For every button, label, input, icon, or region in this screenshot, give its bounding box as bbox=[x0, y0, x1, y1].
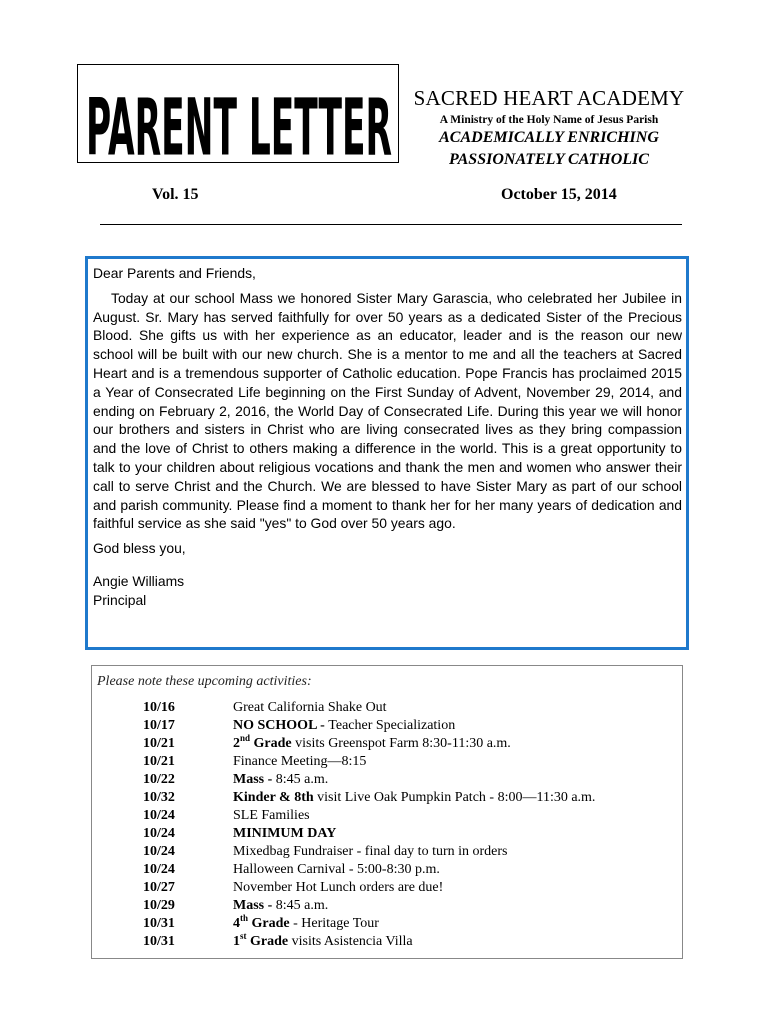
activity-description bbox=[233, 825, 336, 843]
activity-text: Mixedbag Fundraiser - final day to turn in orders bbox=[233, 844, 508, 859]
activity-date: 10/21 bbox=[143, 754, 175, 769]
activity-text: visits Asistencia Villa bbox=[288, 934, 413, 949]
activity-row bbox=[97, 933, 682, 951]
motto-line-1: ACADEMICALLY ENRICHING bbox=[439, 129, 659, 146]
activity-date: 10/21 bbox=[143, 736, 175, 751]
activity-sup: nd bbox=[240, 733, 251, 743]
activity-bold: 4 bbox=[233, 916, 240, 931]
ministry-line: A Ministry of the Holy Name of Jesus Parish bbox=[439, 114, 659, 126]
activity-date: 10/24 bbox=[143, 826, 175, 841]
activity-row bbox=[97, 699, 682, 717]
activity-row bbox=[97, 717, 682, 735]
principal-letter bbox=[85, 256, 689, 650]
activity-bold: Mass - bbox=[233, 772, 276, 787]
activity-bold2: Grade bbox=[250, 736, 292, 751]
letter-closing: God bless you, bbox=[93, 540, 186, 557]
activity-description bbox=[233, 807, 310, 825]
activity-date: 10/24 bbox=[143, 808, 175, 823]
activity-date: 10/22 bbox=[143, 772, 175, 787]
activity-row bbox=[97, 861, 682, 879]
activity-text: 8:45 a.m. bbox=[275, 898, 329, 913]
letter-body: Today at our school Mass we honored Sister Mary Garascia, who celebrated her Jubilee in August. Sr. Mary has served faithfully for over 50 years as a dedicated Sister of the Precious Blood. She gifts us with her experience as an educator, leader and is the reason our new school will be built with our new church. She is a mentor to me and all the teachers at Sacred Heart and is a tremendous supporter of Catholic education. Pope Francis has proclaimed 2015 a Year of Consecrated Life beginning on the First Sunday of Advent, November 29, 2014, and ending on February 2, 2016, the World Day of Consecrated Life. During this year we will honor our brothers and sisters in Christ who are living consecrated lives as they bring compassion and the love of Christ to others making a difference in the world. This is a great opportunity to talk to your children about religious vocations and thank the men and women who answer their call to serve Christ and the Church. We are blessed to have Sister Mary as part of our school and parish community. Please find a moment to thank her for her many years of dedication and faithful service as she said "yes" to God over 50 years ago. bbox=[93, 289, 682, 532]
activity-row bbox=[97, 807, 682, 825]
letter-salutation: Dear Parents and Friends, bbox=[93, 265, 256, 281]
header-divider bbox=[100, 224, 682, 225]
activity-text: - Heritage Tour bbox=[289, 916, 379, 931]
activity-row bbox=[97, 735, 682, 753]
school-name: SACRED HEART ACADEMY bbox=[413, 86, 685, 110]
activity-text: Great California Shake Out bbox=[233, 700, 387, 715]
activity-bold: MINIMUM DAY bbox=[233, 826, 337, 841]
activity-bold: NO SCHOOL - bbox=[233, 718, 329, 733]
activity-sup: st bbox=[240, 931, 247, 941]
activity-date: 10/32 bbox=[143, 790, 175, 805]
activity-description bbox=[233, 879, 443, 897]
activity-text: SLE Families bbox=[233, 808, 310, 823]
parent-letter-logo bbox=[78, 65, 399, 163]
activity-description bbox=[233, 789, 595, 807]
activity-date: 10/29 bbox=[143, 898, 175, 913]
activity-date: 10/24 bbox=[143, 844, 175, 859]
activity-description bbox=[233, 699, 387, 717]
activity-sup: th bbox=[240, 913, 249, 923]
activity-bold: Kinder & 8th bbox=[233, 790, 314, 805]
activity-bold: Mass - bbox=[233, 898, 276, 913]
masthead-logo-box bbox=[77, 64, 399, 163]
activity-row bbox=[97, 789, 682, 807]
activity-bold2: Grade bbox=[246, 934, 289, 949]
signature-title: Principal bbox=[93, 591, 147, 608]
activity-text: Halloween Carnival - 5:00-8:30 p.m. bbox=[233, 862, 440, 877]
activity-date: 10/31 bbox=[143, 916, 175, 931]
upcoming-activities-box bbox=[91, 665, 683, 959]
activity-description bbox=[233, 717, 455, 735]
volume-number: Vol. 15 bbox=[152, 186, 199, 203]
activity-row bbox=[97, 753, 682, 771]
activity-text: visits Greenspot Farm 8:30-11:30 a.m. bbox=[291, 736, 511, 751]
activity-date: 10/17 bbox=[143, 718, 175, 733]
activity-description bbox=[233, 861, 440, 879]
activities-heading: Please note these upcoming activities: bbox=[97, 674, 312, 689]
activity-row bbox=[97, 897, 682, 915]
activity-description bbox=[233, 915, 379, 933]
activity-date: 10/27 bbox=[143, 880, 175, 895]
activity-text: Finance Meeting—8:15 bbox=[233, 754, 367, 769]
activity-row bbox=[97, 771, 682, 789]
logo-text: PARENT LETTER bbox=[86, 81, 393, 164]
motto-line-2: PASSIONATELY CATHOLIC bbox=[449, 151, 649, 168]
activity-date: 10/31 bbox=[143, 934, 175, 949]
activity-row bbox=[97, 825, 682, 843]
activity-description bbox=[233, 843, 508, 861]
activity-row bbox=[97, 843, 682, 861]
activity-row bbox=[97, 915, 682, 933]
activity-bold: 1 bbox=[233, 934, 240, 949]
activity-description bbox=[233, 933, 413, 951]
activity-description bbox=[233, 771, 328, 789]
activity-bold2: Grade bbox=[248, 916, 290, 931]
activity-row bbox=[97, 879, 682, 897]
activity-description bbox=[233, 753, 366, 771]
issue-date: October 15, 2014 bbox=[501, 186, 617, 203]
activity-date: 10/16 bbox=[143, 700, 175, 715]
activity-text: visit Live Oak Pumpkin Patch - 8:00—11:30 a.m. bbox=[313, 790, 596, 805]
activity-date: 10/24 bbox=[143, 862, 175, 877]
activity-text: Teacher Specialization bbox=[328, 718, 456, 733]
activities-list bbox=[97, 699, 682, 951]
activity-text: November Hot Lunch orders are due! bbox=[233, 880, 444, 895]
signature-name: Angie Williams bbox=[93, 572, 185, 589]
activity-text: 8:45 a.m. bbox=[275, 772, 329, 787]
activity-bold: 2 bbox=[233, 736, 240, 751]
activity-description bbox=[233, 735, 511, 753]
